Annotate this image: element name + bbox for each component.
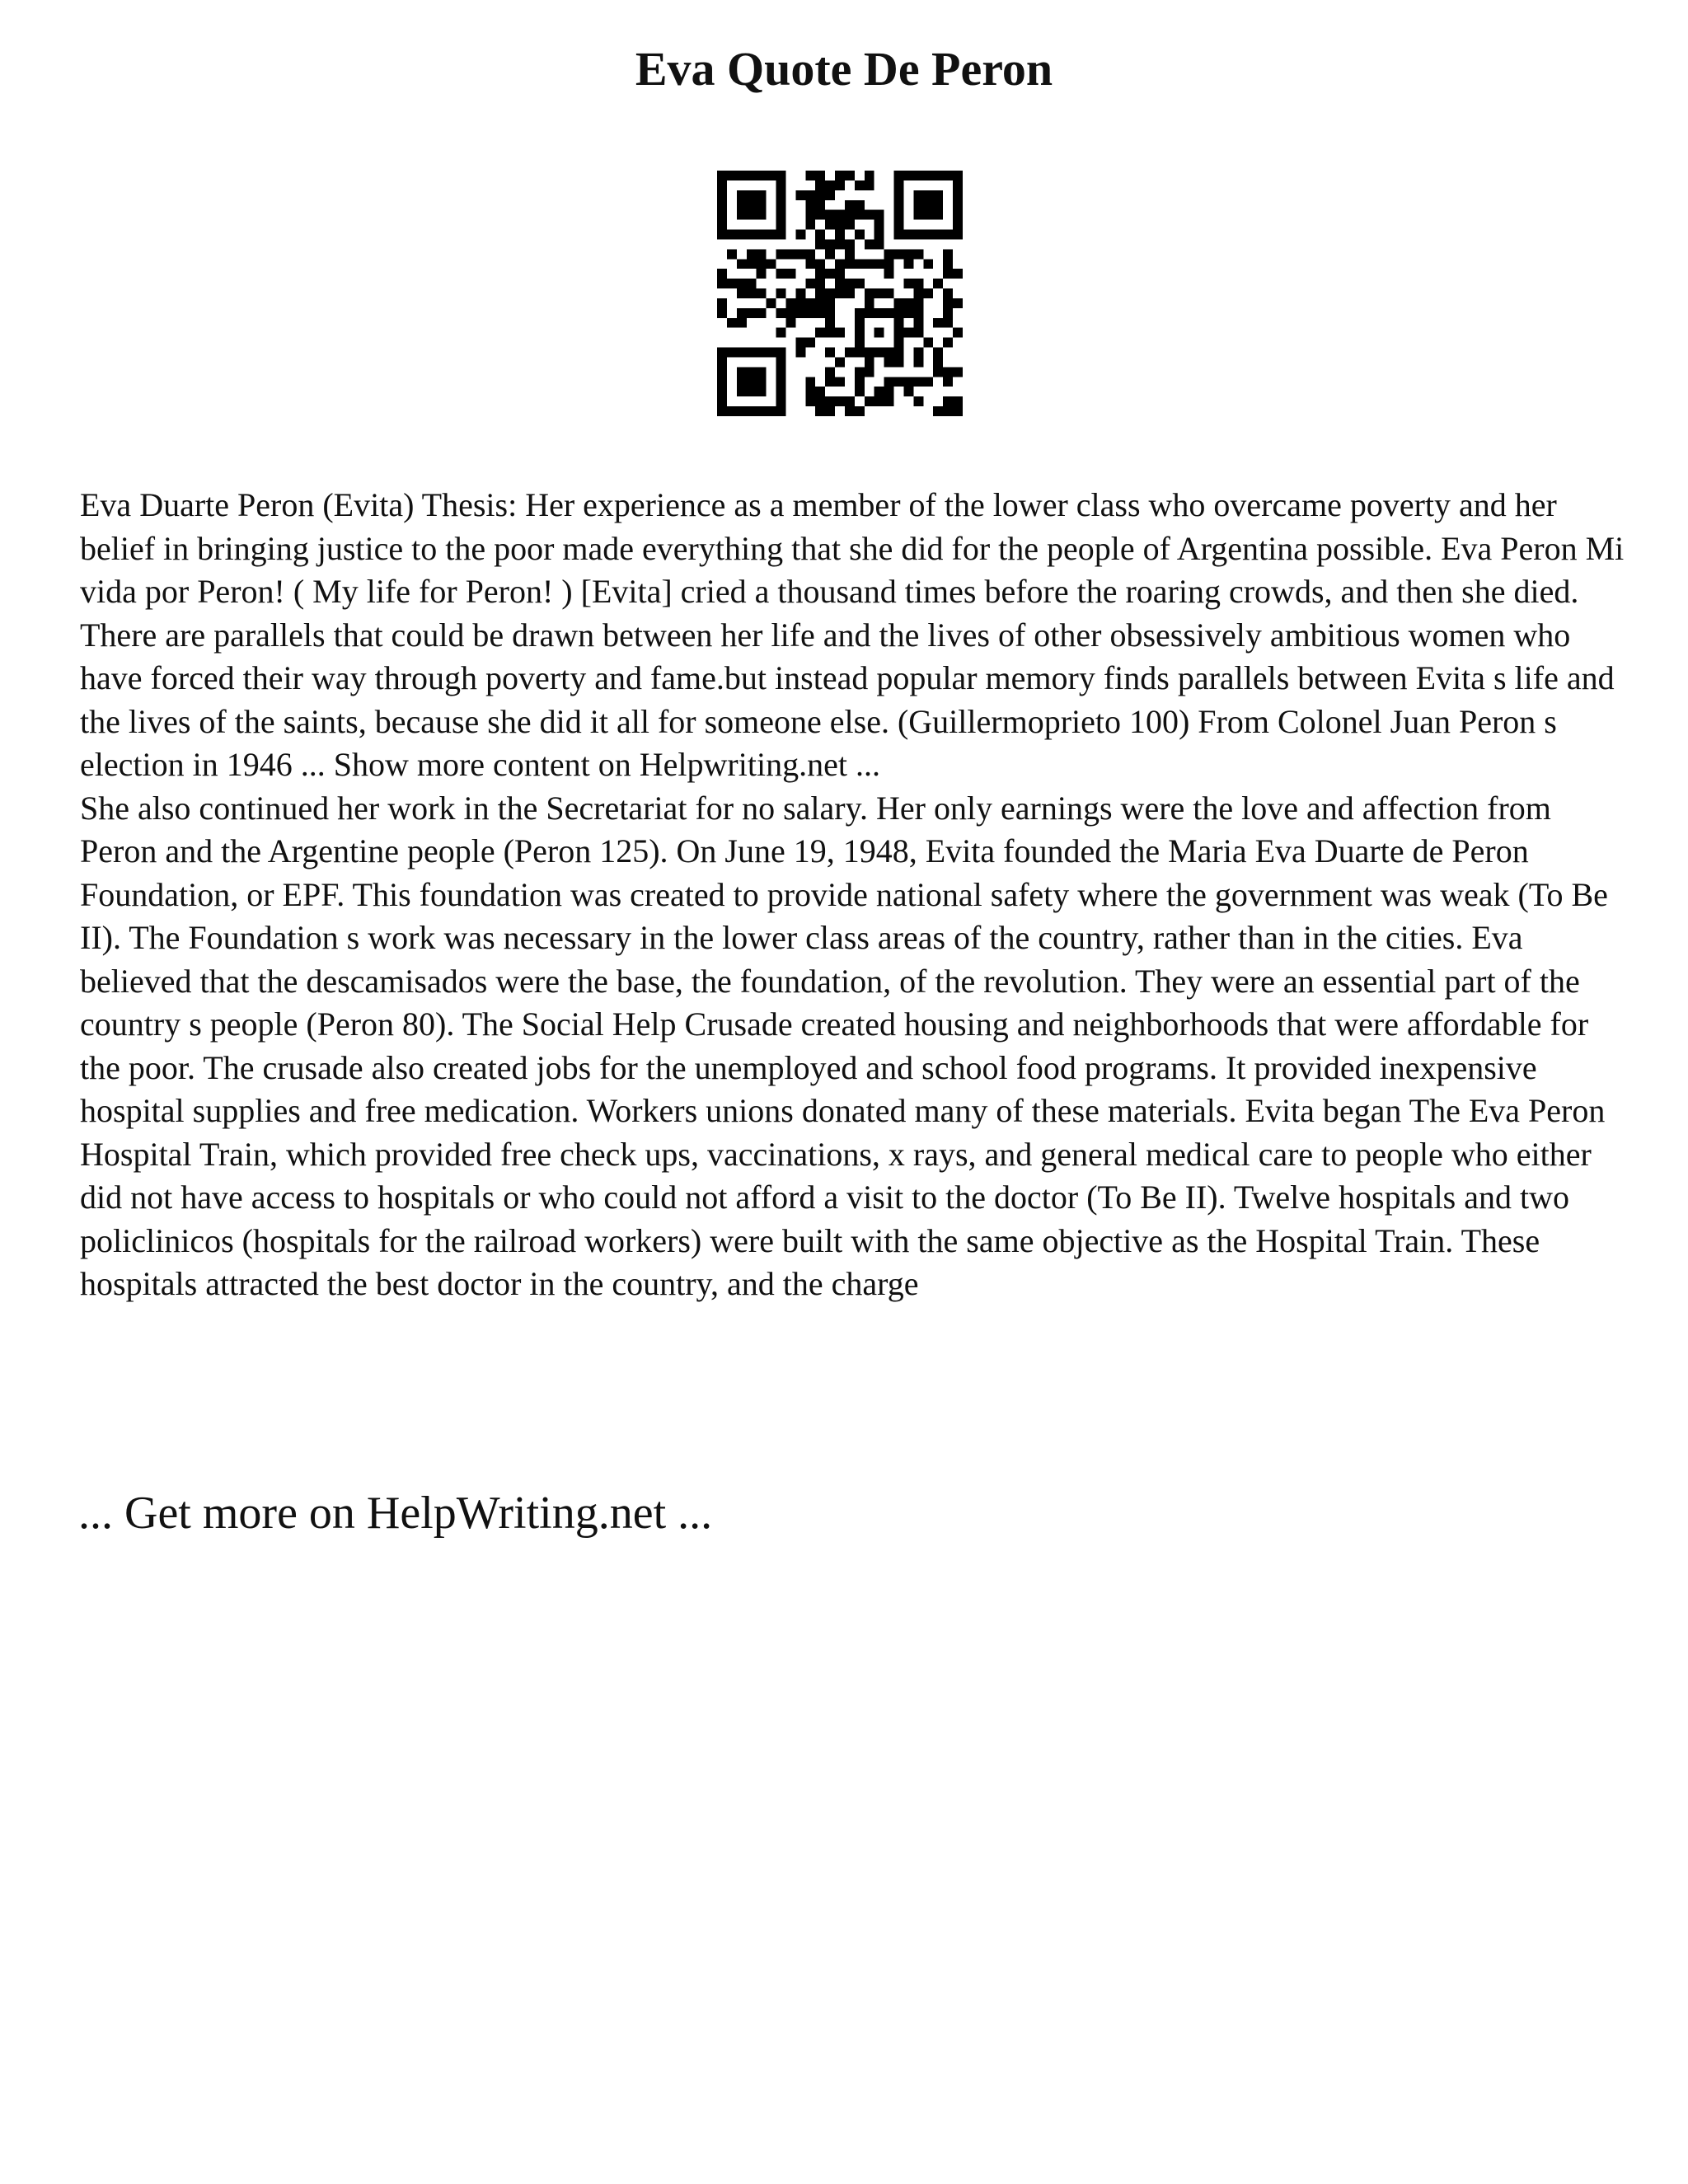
paragraph-1: Eva Duarte Peron (Evita) Thesis: Her experience as a member of the lower class who overcame poverty and her belief in bringing justice to the poor made everything that she did for the people of Argentina possible. Eva Peron Mi vida por Peron! ( My life for Peron! ) [Evita] cried a thousand times before the roaring crowds, and then she died. There are parallels that could be drawn between her life and the lives of other obsessively ambitious women who have forced their way through poverty and fame.but instead popular memory finds parallels between Evita s life and the lives of the saints, because she did it all for someone else. (Guillermoprieto 100) From Colonel Juan Peron s election in 1946 ... Show more content on Helpwriting.net ... <box>80 486 1625 783</box>
qr-code-icon <box>717 171 963 416</box>
article-body <box>80 484 1629 1306</box>
page-title: Eva Quote De Peron <box>635 42 1053 96</box>
get-more-link[interactable]: ... Get more on HelpWriting.net ... <box>78 1488 713 1539</box>
paragraph-2: She also continued her work in the Secretariat for no salary. Her only earnings were the love and affection from Peron and the Argentine people (Peron 125). On June 19, 1948, Evita founded the Maria Eva Duarte de Peron Foundation, or EPF. This foundation was created to provide national safety where the government was weak (To Be II). The Foundation s work was necessary in the lower class areas of the country, rather than in the cities. Eva believed that the descamisados were the base, the foundation, of the revolution. They were an essential part of the country s people (Peron 80). The Social Help Crusade created housing and neighborhoods that were affordable for the poor. The crusade also created jobs for the unemployed and school food programs. It provided inexpensive hospital supplies and free medication. Workers unions donated many of these materials. Evita began The Eva Peron Hospital Train, which provided free check ups, vaccinations, x rays, and general medical care to people who either did not have access to hospitals or who could not afford a visit to the doctor (To Be II). Twelve hospitals and two policlinicos (hospitals for the railroad workers) were built with the same objective as the Hospital Train. These hospitals attracted the best doctor in the country, and the charge <box>80 789 1608 1302</box>
